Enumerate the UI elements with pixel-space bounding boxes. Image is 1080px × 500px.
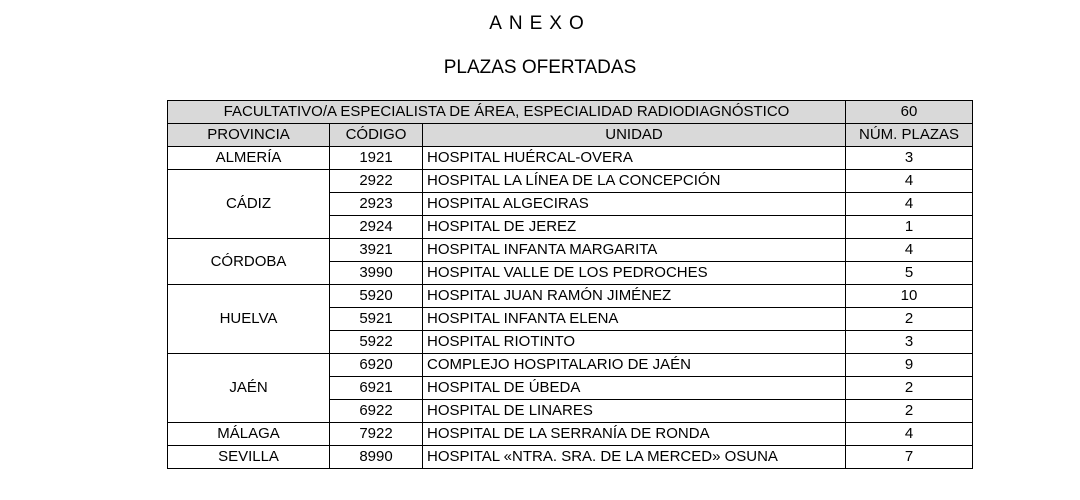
provincia-cell: HUELVA	[168, 285, 330, 354]
header-unidad: UNIDAD	[423, 124, 846, 147]
codigo-cell: 1921	[330, 147, 423, 170]
codigo-cell: 2922	[330, 170, 423, 193]
plazas-cell: 2	[846, 400, 973, 423]
unidad-cell: HOSPITAL DE JEREZ	[423, 216, 846, 239]
provincia-cell: CÓRDOBA	[168, 239, 330, 285]
codigo-cell: 6920	[330, 354, 423, 377]
plazas-cell: 10	[846, 285, 973, 308]
unidad-cell: HOSPITAL INFANTA ELENA	[423, 308, 846, 331]
plazas-cell: 3	[846, 331, 973, 354]
header-provincia: PROVINCIA	[168, 124, 330, 147]
codigo-cell: 3921	[330, 239, 423, 262]
unidad-cell: HOSPITAL VALLE DE LOS PEDROCHES	[423, 262, 846, 285]
unidad-cell: HOSPITAL ALGECIRAS	[423, 193, 846, 216]
codigo-cell: 5922	[330, 331, 423, 354]
codigo-cell: 5921	[330, 308, 423, 331]
table-row	[168, 147, 973, 170]
unidad-cell: HOSPITAL RIOTINTO	[423, 331, 846, 354]
plazas-cell: 1	[846, 216, 973, 239]
plazas-cell: 4	[846, 239, 973, 262]
table-row	[168, 170, 973, 193]
plazas-cell: 7	[846, 446, 973, 469]
section-title: PLAZAS OFERTADAS	[443, 57, 637, 78]
provincia-cell: SEVILLA	[168, 446, 330, 469]
unidad-cell: COMPLEJO HOSPITALARIO DE JAÉN	[423, 354, 846, 377]
provincia-cell: JAÉN	[168, 354, 330, 423]
plazas-cell: 5	[846, 262, 973, 285]
codigo-cell: 2924	[330, 216, 423, 239]
unidad-cell: HOSPITAL LA LÍNEA DE LA CONCEPCIÓN	[423, 170, 846, 193]
plazas-cell: 3	[846, 147, 973, 170]
header-num-plazas: NÚM. PLAZAS	[846, 124, 973, 147]
plazas-cell: 2	[846, 308, 973, 331]
column-header-row	[168, 124, 973, 147]
provincia-cell: ALMERÍA	[168, 147, 330, 170]
codigo-cell: 6921	[330, 377, 423, 400]
table-row	[168, 423, 973, 446]
total-plazas-cell: 60	[846, 101, 973, 124]
plazas-cell: 4	[846, 193, 973, 216]
unidad-cell: HOSPITAL DE LA SERRANÍA DE RONDA	[423, 423, 846, 446]
annex-title: ANEXO	[489, 13, 591, 34]
unidad-cell: HOSPITAL HUÉRCAL-OVERA	[423, 147, 846, 170]
table-row	[168, 446, 973, 469]
plazas-table	[167, 100, 973, 469]
table-row	[168, 285, 973, 308]
unidad-cell: HOSPITAL INFANTA MARGARITA	[423, 239, 846, 262]
codigo-cell: 7922	[330, 423, 423, 446]
unidad-cell: HOSPITAL DE ÚBEDA	[423, 377, 846, 400]
unidad-cell: HOSPITAL «NTRA. SRA. DE LA MERCED» OSUNA	[423, 446, 846, 469]
codigo-cell: 6922	[330, 400, 423, 423]
plazas-cell: 9	[846, 354, 973, 377]
category-row	[168, 101, 973, 124]
codigo-cell: 8990	[330, 446, 423, 469]
provincia-cell: CÁDIZ	[168, 170, 330, 239]
unidad-cell: HOSPITAL JUAN RAMÓN JIMÉNEZ	[423, 285, 846, 308]
plazas-cell: 4	[846, 423, 973, 446]
table-row	[168, 239, 973, 262]
header-codigo: CÓDIGO	[330, 124, 423, 147]
plazas-cell: 2	[846, 377, 973, 400]
table-row	[168, 354, 973, 377]
provincia-cell: MÁLAGA	[168, 423, 330, 446]
codigo-cell: 3990	[330, 262, 423, 285]
codigo-cell: 5920	[330, 285, 423, 308]
unidad-cell: HOSPITAL DE LINARES	[423, 400, 846, 423]
category-cell: FACULTATIVO/A ESPECIALISTA DE ÁREA, ESPECIALIDAD RADIODIAGNÓSTICO	[168, 101, 846, 124]
plazas-cell: 4	[846, 170, 973, 193]
codigo-cell: 2923	[330, 193, 423, 216]
